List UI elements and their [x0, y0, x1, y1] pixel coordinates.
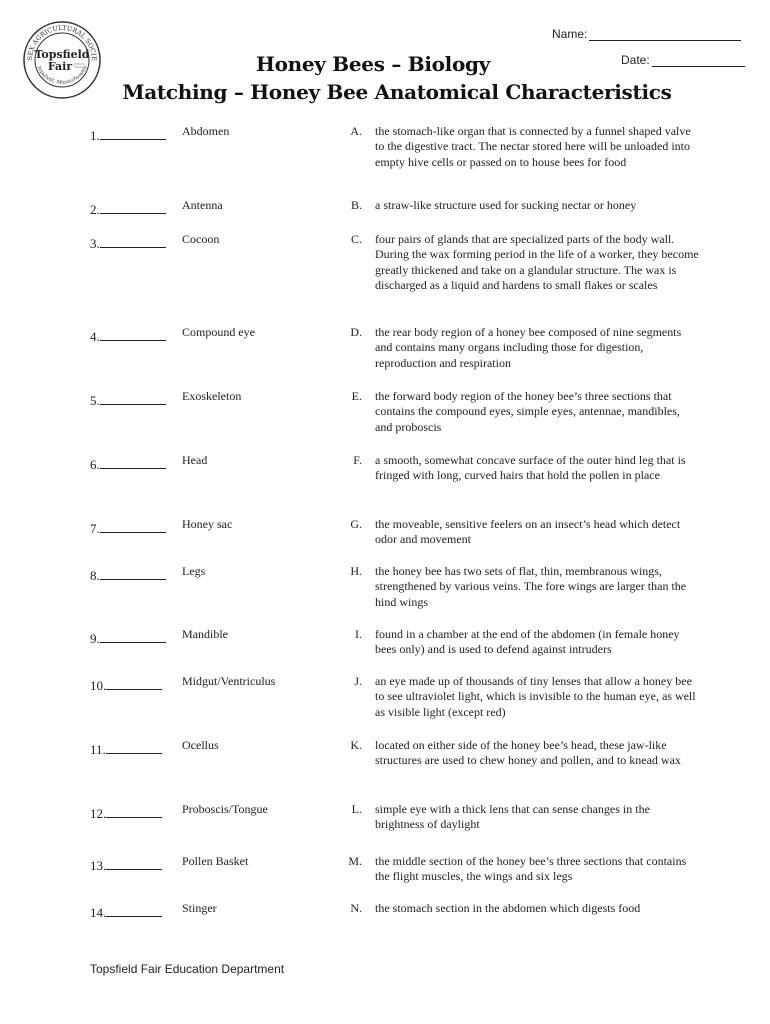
item-number: 13. [90, 858, 107, 873]
answer-line[interactable] [106, 805, 162, 818]
term: Ocellus [182, 738, 219, 752]
item-number: 3. [90, 236, 100, 251]
definition-text: the stomach-like organ that is connected by a funnel shaped valve to the digestive tract. The nectar stored here will be unloaded into empty hive cells or passed on to house bees for food [375, 124, 691, 169]
definition-text: a straw-like structure used for sucking nectar or honey [375, 198, 637, 212]
answer-blank[interactable] [90, 520, 166, 537]
term: Honey sac [182, 517, 233, 531]
definition-letter: H. [350, 564, 362, 578]
definition-letter: A. [350, 124, 362, 138]
definition-letter: K. [350, 738, 362, 752]
answer-line[interactable] [100, 520, 166, 533]
definition-letter: N. [350, 901, 362, 915]
definition-text: found in a chamber at the end of the abdomen (in female honey bees only) and is used to defend against intruders [375, 627, 680, 657]
term: Exoskeleton [182, 389, 242, 403]
answer-blank[interactable] [90, 328, 166, 345]
definition-letter: C. [350, 232, 362, 246]
answer-line[interactable] [100, 235, 166, 248]
definition-text: four pairs of glands that are specialized parts of the body wall. During the wax forming period in the life of a worker, they become greatly thickened and take on a glandular structure. The wax is discharged as a liquid and hardens to small flakes or scales [375, 232, 699, 293]
svg-text:Fair: Fair [47, 60, 73, 73]
answer-line[interactable] [106, 677, 162, 690]
definition-letter: I. [355, 627, 362, 641]
answer-line[interactable] [100, 630, 166, 643]
answer-blank[interactable] [90, 127, 166, 144]
page-subtitle: Matching – Honey Bee Anatomical Characteristics [122, 80, 672, 104]
definition-letter: D. [350, 325, 362, 339]
definition-text: the stomach section in the abdomen which digests food [375, 901, 641, 915]
item-number: 2. [90, 202, 100, 217]
term: Cocoon [182, 232, 220, 246]
item-number: 14. [90, 905, 107, 920]
answer-line[interactable] [106, 741, 162, 754]
footer-text: Topsfield Fair Education Department [90, 962, 285, 976]
term: Compound eye [182, 325, 255, 339]
term: Pollen Basket [182, 854, 249, 868]
name-label: Name: [552, 27, 588, 41]
term: Head [182, 453, 208, 467]
answer-blank[interactable] [90, 567, 166, 584]
term: Stinger [182, 901, 217, 915]
answer-blank[interactable] [90, 677, 162, 694]
answer-blank[interactable] [90, 805, 162, 822]
definition-letter: F. [353, 453, 362, 467]
definition-text: the forward body region of the honey bee’s three sections that contains the compound eyes, simple eyes, antennae, mandibles, and proboscis [375, 389, 680, 434]
answer-blank[interactable] [90, 630, 166, 647]
answer-line[interactable] [100, 392, 166, 405]
definition-text: the moveable, sensitive feelers on an insect’s head which detect odor and movement [375, 517, 681, 547]
svg-text:Topsfield, Massachusetts: Topsfield, Massachusetts [35, 65, 89, 86]
item-number: 6. [90, 457, 100, 472]
date-label: Date: [621, 53, 650, 67]
page-title: Honey Bees – Biology [255, 52, 490, 76]
answer-blank[interactable] [90, 392, 166, 409]
item-number: 7. [90, 521, 100, 536]
item-number: 9. [90, 631, 100, 646]
answer-blank[interactable] [90, 857, 162, 874]
item-number: 12. [90, 806, 107, 821]
term: Abdomen [182, 124, 230, 138]
answer-line[interactable] [100, 127, 166, 140]
item-number: 10. [90, 678, 107, 693]
term: Antenna [182, 198, 223, 212]
term: Legs [182, 564, 206, 578]
definition-text: located on either side of the honey bee’s head, these jaw-like structures are used to chew honey and pollen, and to knead wax [375, 738, 681, 768]
definition-letter: J. [354, 674, 362, 688]
definition-text: the rear body region of a honey bee composed of nine segments and contains many organs including those for digestion, reproduction and respiration [375, 325, 682, 370]
term: Midgut/Ventriculus [182, 674, 276, 688]
answer-line[interactable] [100, 201, 166, 214]
term: Mandible [182, 627, 228, 641]
answer-line[interactable] [100, 567, 166, 580]
svg-text:ESSEX AGRICULTURAL SOCIETY: SEX AGRICULTURAL SOCIE [25, 23, 99, 62]
definition-text: an eye made up of thousands of tiny lenses that allow a honey bee to see ultraviolet light, which is invisible to the human eye, as well as visible light (except red) [375, 674, 696, 719]
answer-blank[interactable] [90, 456, 166, 473]
item-number: 11. [90, 742, 106, 757]
answer-blank[interactable] [90, 235, 166, 252]
term: Proboscis/Tongue [182, 802, 268, 816]
item-number: 4. [90, 329, 100, 344]
definition-text: the honey bee has two sets of flat, thin, membranous wings, strengthened by various veins. The fore wings are larger than the hind wings [375, 564, 687, 609]
definition-letter: E. [351, 389, 362, 403]
item-number: 8. [90, 568, 100, 583]
item-number: 1. [90, 128, 100, 143]
answer-line[interactable] [106, 857, 162, 870]
answer-line[interactable] [100, 328, 166, 341]
definition-letter: L. [351, 802, 362, 816]
definition-text: a smooth, somewhat concave surface of the outer hind leg that is fringed with long, curved hairs that hold the pollen in place [375, 453, 686, 483]
item-number: 5. [90, 393, 100, 408]
definition-text: simple eye with a thick lens that can sense changes in the brightness of daylight [375, 802, 650, 832]
definition-letter: G. [350, 517, 362, 531]
answer-blank[interactable] [90, 904, 162, 921]
answer-blank[interactable] [90, 741, 162, 758]
answer-blank[interactable] [90, 201, 166, 218]
definition-text: the middle section of the honey bee’s three sections that contains the flight muscles, the wings and six legs [375, 854, 687, 884]
definition-letter: B. [350, 198, 362, 212]
answer-line[interactable] [106, 904, 162, 917]
answer-line[interactable] [100, 456, 166, 469]
svg-text:Topsfield: Topsfield [34, 48, 90, 61]
definition-letter: M. [348, 854, 362, 868]
